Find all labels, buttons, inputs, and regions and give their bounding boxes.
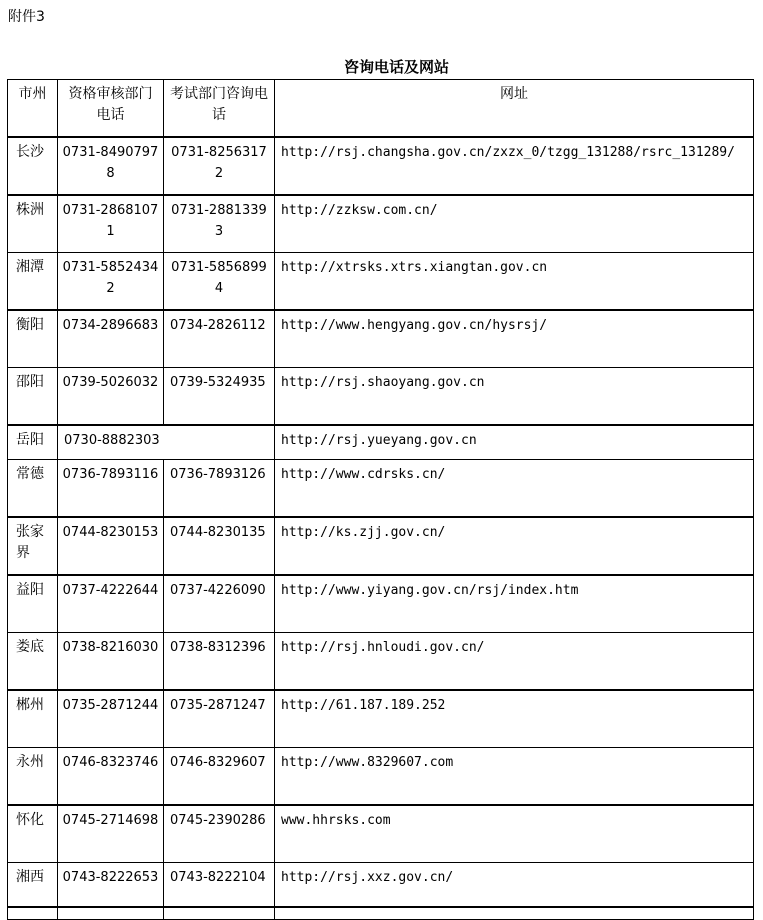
qualification-phone-cell: 0739-5026032 [58,368,164,426]
website-link[interactable]: http://rsj.xxz.gov.cn/ [275,863,754,920]
table-row [8,863,754,920]
combined-phone-cell: 0730-8882303 [58,425,275,460]
table-row [8,690,754,748]
qualification-phone-cell: 0737-4222644 [58,575,164,633]
table-bottom-rule [7,906,753,908]
city-cell: 益阳 [8,575,58,633]
exam-phone-cell: 0731-28813393 [164,195,275,253]
qualification-phone-cell: 0746-8323746 [58,748,164,806]
exam-phone-cell: 0739-5324935 [164,368,275,426]
exam-phone-cell: 0735-2871247 [164,690,275,748]
city-cell: 湘潭 [8,253,58,311]
table-row [8,137,754,195]
city-cell: 怀化 [8,805,58,863]
contact-table [7,79,754,920]
city-cell: 娄底 [8,633,58,691]
city-cell: 株洲 [8,195,58,253]
exam-phone-cell: 0744-8230135 [164,517,275,575]
qualification-phone-cell: 0745-2714698 [58,805,164,863]
qualification-phone-cell: 0735-2871244 [58,690,164,748]
qualification-phone-cell: 0743-8222653 [58,863,164,920]
city-cell: 湘西 [8,863,58,920]
table-row [8,310,754,368]
table-row [8,425,754,460]
website-link[interactable]: http://rsj.yueyang.gov.cn [275,425,754,460]
website-link[interactable]: http://www.cdrsks.cn/ [275,460,754,518]
table-row [8,575,754,633]
city-cell: 郴州 [8,690,58,748]
table-row [8,517,754,575]
website-link[interactable]: www.hhrsks.com [275,805,754,863]
exam-phone-cell: 0743-8222104 [164,863,275,920]
website-link[interactable]: http://rsj.shaoyang.gov.cn [275,368,754,426]
table-row [8,253,754,311]
table-row [8,633,754,691]
header-qualification-phone: 资格审核部门电话 [58,80,164,138]
table-row [8,195,754,253]
exam-phone-cell: 0734-2826112 [164,310,275,368]
city-cell: 张家界 [8,517,58,575]
table-row [8,368,754,426]
table-row [8,748,754,806]
page-title: 咨询电话及网站 [343,58,449,76]
exam-phone-cell: 0731-58568994 [164,253,275,311]
qualification-phone-cell: 0731-58524342 [58,253,164,311]
city-cell: 长沙 [8,137,58,195]
header-city: 市州 [8,80,58,138]
website-link[interactable]: http://ks.zjj.gov.cn/ [275,517,754,575]
table-row [8,805,754,863]
attachment-label: 附件3 [8,9,45,25]
city-cell: 常德 [8,460,58,518]
header-exam-phone: 考试部门咨询电话 [164,80,275,138]
header-website: 网址 [275,80,754,138]
exam-phone-cell: 0731-82563172 [164,137,275,195]
city-cell: 永州 [8,748,58,806]
website-link[interactable]: http://61.187.189.252 [275,690,754,748]
qualification-phone-cell: 0731-84907978 [58,137,164,195]
qualification-phone-cell: 0731-28681071 [58,195,164,253]
exam-phone-cell: 0745-2390286 [164,805,275,863]
exam-phone-cell: 0738-8312396 [164,633,275,691]
website-link[interactable]: http://rsj.changsha.gov.cn/zxzx_0/tzgg_131288/rsrc_131289/ [275,137,754,195]
city-cell: 岳阳 [8,425,58,460]
table-row [8,460,754,518]
website-link[interactable]: http://rsj.hnloudi.gov.cn/ [275,633,754,691]
website-link[interactable]: http://www.hengyang.gov.cn/hysrsj/ [275,310,754,368]
exam-phone-cell: 0736-7893126 [164,460,275,518]
qualification-phone-cell: 0744-8230153 [58,517,164,575]
qualification-phone-cell: 0736-7893116 [58,460,164,518]
qualification-phone-cell: 0734-2896683 [58,310,164,368]
website-link[interactable]: http://zzksw.com.cn/ [275,195,754,253]
table-header-row [8,80,754,138]
qualification-phone-cell: 0738-8216030 [58,633,164,691]
exam-phone-cell: 0737-4226090 [164,575,275,633]
city-cell: 邵阳 [8,368,58,426]
website-link[interactable]: http://www.8329607.com [275,748,754,806]
website-link[interactable]: http://www.yiyang.gov.cn/rsj/index.htm [275,575,754,633]
city-cell: 衡阳 [8,310,58,368]
website-link[interactable]: http://xtrsks.xtrs.xiangtan.gov.cn [275,253,754,311]
exam-phone-cell: 0746-8329607 [164,748,275,806]
